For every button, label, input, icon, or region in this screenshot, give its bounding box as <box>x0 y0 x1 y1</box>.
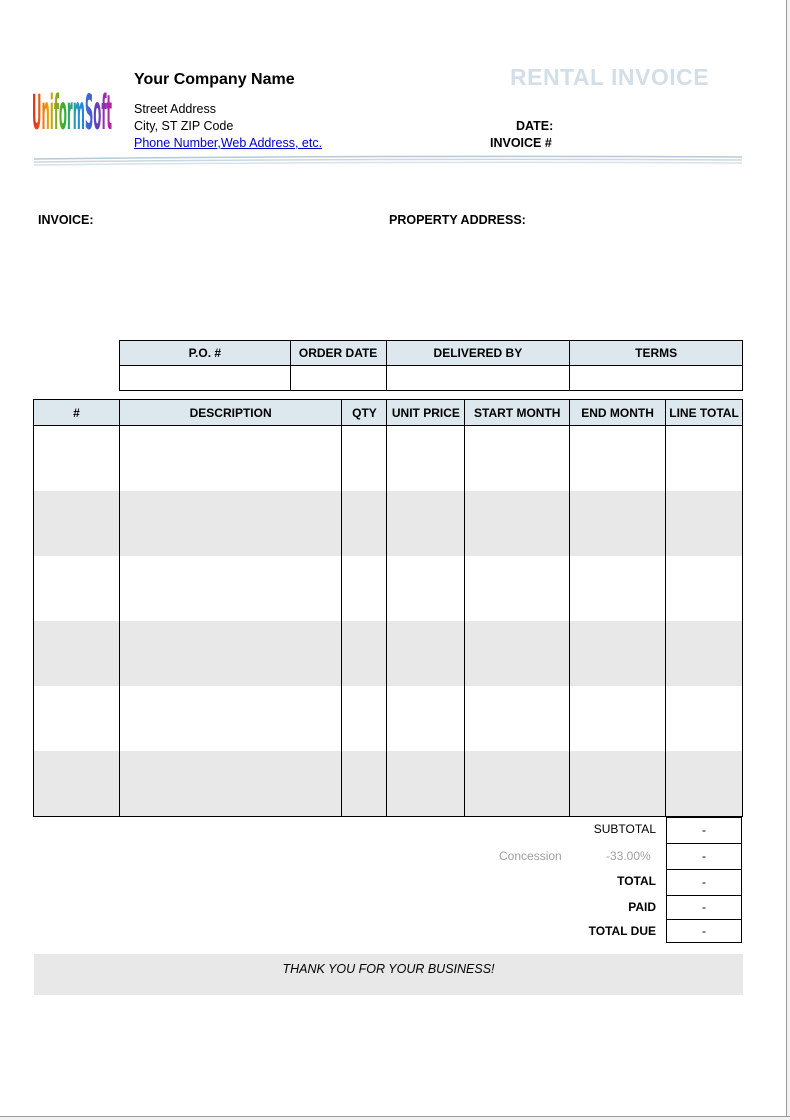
table-cell[interactable] <box>387 686 465 751</box>
table-cell[interactable] <box>119 686 342 751</box>
table-cell[interactable] <box>387 751 465 817</box>
company-name: Your Company Name <box>134 71 295 88</box>
header-divider <box>34 153 742 167</box>
concession-label: Concession <box>499 849 562 863</box>
table-cell[interactable] <box>666 751 743 817</box>
company-logo <box>30 84 114 144</box>
total-due-value[interactable]: - <box>666 919 742 943</box>
table-cell[interactable] <box>465 556 570 621</box>
table-cell[interactable] <box>34 426 120 492</box>
thank-you-banner: THANK YOU FOR YOUR BUSINESS! <box>34 954 743 995</box>
paid-label: PAID <box>628 900 656 914</box>
table-cell[interactable] <box>570 621 666 686</box>
paid-value[interactable]: - <box>666 895 742 919</box>
table-cell[interactable] <box>119 426 342 492</box>
table-cell[interactable] <box>119 556 342 621</box>
table-row <box>34 491 743 556</box>
line-items-body <box>34 426 743 817</box>
table-cell[interactable] <box>666 491 743 556</box>
table-cell[interactable] <box>570 751 666 817</box>
table-cell[interactable] <box>570 491 666 556</box>
table-cell[interactable] <box>666 621 743 686</box>
table-cell[interactable] <box>666 686 743 751</box>
terms-value[interactable] <box>570 366 743 391</box>
total-value[interactable]: - <box>666 869 742 895</box>
end-month-header: END MONTH <box>570 400 666 426</box>
table-cell[interactable] <box>34 556 120 621</box>
table-cell[interactable] <box>387 491 465 556</box>
table-cell[interactable] <box>34 751 120 817</box>
table-cell[interactable] <box>342 621 387 686</box>
table-cell[interactable] <box>570 556 666 621</box>
order-date-value[interactable] <box>290 366 386 391</box>
subtotal-value[interactable]: - <box>666 817 742 843</box>
table-cell[interactable] <box>570 426 666 492</box>
total-due-label: TOTAL DUE <box>588 924 656 938</box>
table-cell[interactable] <box>342 686 387 751</box>
table-cell[interactable] <box>119 491 342 556</box>
table-cell[interactable] <box>387 556 465 621</box>
table-cell[interactable] <box>119 621 342 686</box>
order-info-table <box>119 340 743 391</box>
qty-header: QTY <box>342 400 387 426</box>
concession-rate: -33.00% <box>606 849 651 863</box>
subtotal-label: SUBTOTAL <box>593 822 656 836</box>
table-cell[interactable] <box>387 426 465 492</box>
table-row <box>34 426 743 492</box>
table-cell[interactable] <box>465 621 570 686</box>
contact-link[interactable]: Phone Number,Web Address, etc. <box>134 136 323 150</box>
table-row <box>34 621 743 686</box>
line-items-table <box>33 399 743 817</box>
table-cell[interactable] <box>342 751 387 817</box>
table-row <box>34 556 743 621</box>
table-cell[interactable] <box>34 686 120 751</box>
table-cell[interactable] <box>342 556 387 621</box>
table-cell[interactable] <box>666 556 743 621</box>
total-label: TOTAL <box>617 874 656 888</box>
property-address-label: PROPERTY ADDRESS: <box>389 213 526 227</box>
order-date-header: ORDER DATE <box>290 341 386 366</box>
date-label: DATE: <box>516 119 554 133</box>
table-cell[interactable] <box>465 751 570 817</box>
page-edge-right <box>786 0 790 1120</box>
table-cell[interactable] <box>465 491 570 556</box>
terms-header: TERMS <box>570 341 743 366</box>
table-cell[interactable] <box>34 621 120 686</box>
table-row <box>34 751 743 817</box>
table-cell[interactable] <box>34 491 120 556</box>
concession-value[interactable]: - <box>666 843 742 869</box>
table-cell[interactable] <box>465 426 570 492</box>
street-address: Street Address <box>134 102 216 116</box>
table-cell[interactable] <box>666 426 743 492</box>
table-cell[interactable] <box>342 491 387 556</box>
start-month-header: START MONTH <box>465 400 570 426</box>
invoice-number-label: INVOICE # <box>490 136 552 150</box>
line-total-header: LINE TOTAL <box>666 400 743 426</box>
city-line: City, ST ZIP Code <box>134 119 234 133</box>
unit-price-header: UNIT PRICE <box>387 400 465 426</box>
table-cell[interactable] <box>119 751 342 817</box>
table-cell[interactable] <box>570 686 666 751</box>
page-edge-bottom <box>0 1116 790 1120</box>
po-number-header: P.O. # <box>120 341 291 366</box>
bill-to-label: INVOICE: <box>38 213 94 227</box>
document-title: RENTAL INVOICE <box>510 64 710 90</box>
po-number-value[interactable] <box>120 366 291 391</box>
svg-text:UniformSoft: UniformSoft <box>31 85 112 141</box>
description-header: DESCRIPTION <box>119 400 342 426</box>
table-row <box>34 686 743 751</box>
table-cell[interactable] <box>342 426 387 492</box>
table-cell[interactable] <box>465 686 570 751</box>
table-cell[interactable] <box>387 621 465 686</box>
delivered-by-header: DELIVERED BY <box>386 341 570 366</box>
item-number-header: # <box>34 400 120 426</box>
delivered-by-value[interactable] <box>386 366 570 391</box>
